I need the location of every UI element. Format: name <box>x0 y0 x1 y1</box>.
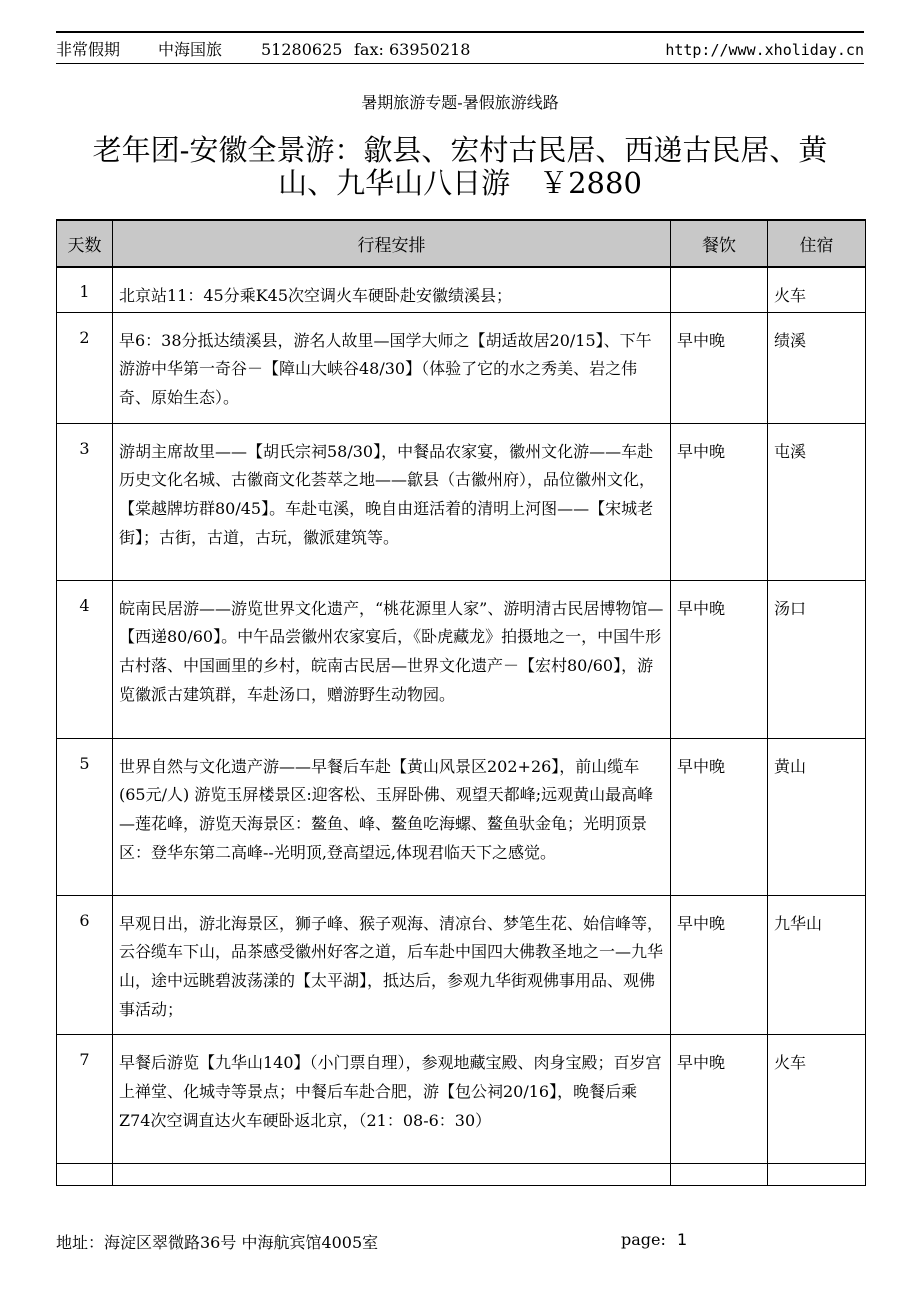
meals-cell: 早中晚 <box>671 312 768 423</box>
meals-cell <box>671 267 768 312</box>
itinerary-cell: 北京站11：45分乘K45次空调火车硬卧赴安徽绩溪县； <box>113 267 671 312</box>
meals-cell: 早中晚 <box>671 580 768 738</box>
page-indicator <box>621 1230 687 1249</box>
day-cell <box>57 1164 113 1186</box>
meals-cell: 早中晚 <box>671 423 768 580</box>
lodging-cell <box>768 1164 866 1186</box>
table-row <box>57 1035 866 1164</box>
meals-cell: 早中晚 <box>671 1035 768 1164</box>
header-lodging: 住宿 <box>768 220 866 267</box>
itinerary-cell: 世界自然与文化遗产游——早餐后车赴【黄山风景区202+26】，前山缆车(65元/人) 游览玉屏楼景区:迎客松、玉屏卧佛、观望天都峰;远观黄山最高峰—莲花峰，游览天海景区：鳌鱼、峰、鳌鱼吃海螺、鳌鱼驮金龟；光明顶景区：登华东第二高峰--光明顶,登高望远,体现君临天下之感觉。 <box>113 738 671 895</box>
meals-cell: 早中晚 <box>671 738 768 895</box>
day-cell: 6 <box>57 895 113 1035</box>
title-line-1: 老年团-安徽全景游：歙县、宏村古民居、西递古民居、黄 <box>92 133 828 167</box>
website-link[interactable]: http://www.xholiday.cn <box>665 41 864 59</box>
itinerary-table <box>56 219 866 1186</box>
table-row <box>57 1164 866 1186</box>
lodging-cell: 黄山 <box>768 738 866 895</box>
table-row <box>57 895 866 1035</box>
page-title <box>56 134 864 200</box>
lodging-cell: 九华山 <box>768 895 866 1035</box>
itinerary-cell: 早观日出，游北海景区，狮子峰、猴子观海、清凉台、梦笔生花、始信峰等，云谷缆车下山，品茶感受徽州好客之道，后车赴中国四大佛教圣地之一—九华山，途中远眺碧波荡漾的【太平湖】，抵达后，参观九华街观佛事用品、观佛事活动； <box>113 895 671 1035</box>
day-cell: 7 <box>57 1035 113 1164</box>
itinerary-cell: 游胡主席故里——【胡氏宗祠58/30】，中餐品农家宴，徽州文化游——车赴历史文化名城、古徽商文化荟萃之地——歙县（古徽州府），品位徽州文化，【棠越牌坊群80/45】。车赴屯溪，晚自由逛活着的清明上河图——【宋城老街】；古街，古道，古玩，徽派建筑等。 <box>113 423 671 580</box>
header-meals: 餐饮 <box>671 220 768 267</box>
title-line-2: 山、九华山八日游 ￥2880 <box>278 166 642 200</box>
table-row <box>57 267 866 312</box>
page-header <box>56 37 864 63</box>
brand-name: 非常假期 <box>56 40 121 59</box>
lodging-cell: 火车 <box>768 1035 866 1164</box>
lodging-cell: 火车 <box>768 267 866 312</box>
header-day: 天数 <box>57 220 113 267</box>
lodging-cell: 绩溪 <box>768 312 866 423</box>
lodging-cell: 屯溪 <box>768 423 866 580</box>
header-bottom-rule <box>56 63 864 64</box>
table-row <box>57 423 866 580</box>
lodging-cell: 汤口 <box>768 580 866 738</box>
meals-cell <box>671 1164 768 1186</box>
meals-cell: 早中晚 <box>671 895 768 1035</box>
agency-name: 中海国旅 <box>158 40 223 59</box>
day-cell: 4 <box>57 580 113 738</box>
day-cell: 2 <box>57 312 113 423</box>
header-itinerary: 行程安排 <box>113 220 671 267</box>
footer-address: 地址：海淀区翠微路36号 中海航宾馆4005室 <box>56 1233 379 1252</box>
day-cell: 5 <box>57 738 113 895</box>
table-row <box>57 312 866 423</box>
topic-heading: 暑期旅游专题-暑假旅游线路 <box>361 93 559 112</box>
page-label: page: <box>621 1230 666 1249</box>
page-number: 1 <box>676 1230 688 1249</box>
itinerary-cell: 早6：38分抵达绩溪县，游名人故里—国学大师之【胡适故居20/15】、下午游游中华第一奇谷－【障山大峡谷48/30】（体验了它的水之秀美、岩之伟奇、原始生态）。 <box>113 312 671 423</box>
day-cell: 3 <box>57 423 113 580</box>
header-top-rule <box>56 31 864 33</box>
itinerary-cell: 皖南民居游——游览世界文化遗产，“桃花源里人家”、游明清古民居博物馆—【西递80/60】。中午品尝徽州农家宴后，《卧虎藏龙》拍摄地之一，中国牛形古村落、中国画里的乡村，皖南古民居—世界文化遗产－【宏村80/60】，游览徽派古建筑群，车赴汤口，赠游野生动物园。 <box>113 580 671 738</box>
itinerary-cell: 早餐后游览【九华山140】（小门票自理），参观地藏宝殿、肉身宝殿；百岁宫上禅堂、化城寺等景点；中餐后车赴合肥，游【包公祠20/16】，晚餐后乘 Z74次空调直达火车硬卧返北京，（21：08-6：30） <box>113 1035 671 1164</box>
itinerary-cell <box>113 1164 671 1186</box>
phone-number: 51280625 <box>261 40 343 59</box>
table-row <box>57 738 866 895</box>
day-cell: 1 <box>57 267 113 312</box>
fax-number: fax: 63950218 <box>354 40 471 59</box>
table-header-row <box>57 220 866 267</box>
table-row <box>57 580 866 738</box>
